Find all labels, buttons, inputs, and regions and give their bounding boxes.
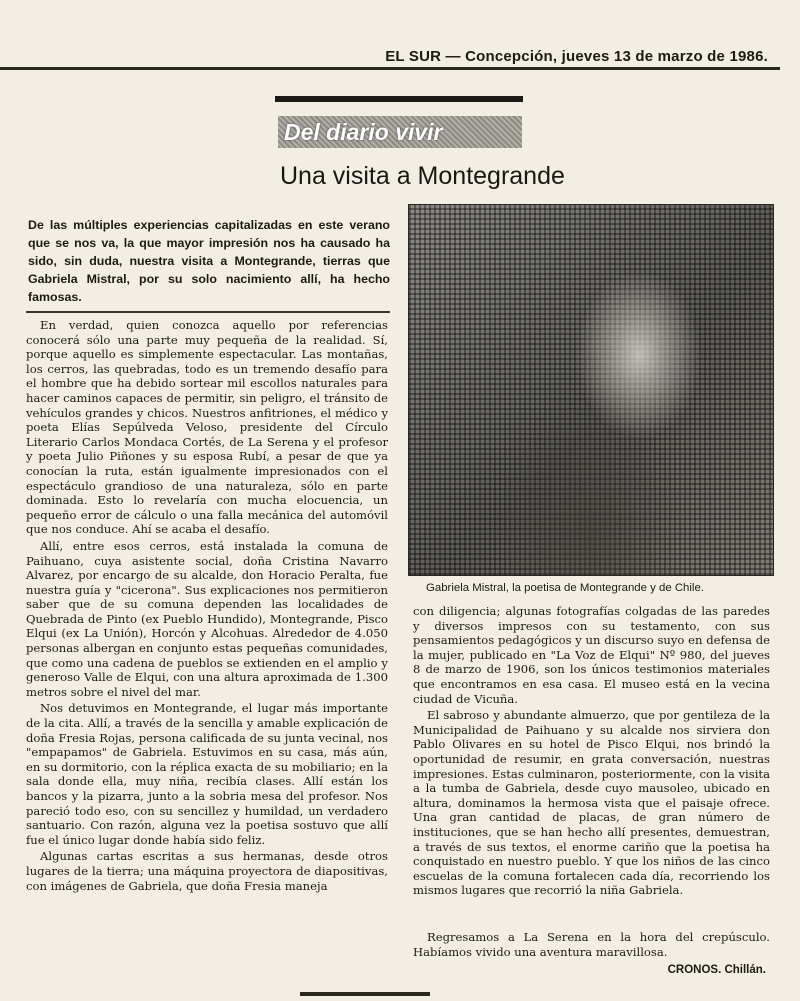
headline: Una visita a Montegrande [280,162,565,190]
section-kicker: Del diario vivir [278,116,522,148]
masthead [0,44,780,70]
lead-paragraph: De las múltiples experiencias capitalizadas en este verano que se nos va, la que mayor impresión nos ha causado ha sido, sin duda, nuestra visita a Montegrande, tierras que Gabriela Mistral, por su solo nacimiento allí, ha hecho famosas. [28,218,390,304]
photo-caption: Gabriela Mistral, la poetisa de Montegrande y de Chile. [426,582,704,594]
paragraph: con diligencia; algunas fotografías colgadas de las paredes y diversos impresos con su testamento, con sus pensamientos pedagógicos y un discurso suyo en defensa de la mujer, publicado en "La Voz de Elqui" Nº 980, del jueves 8 de marzo de 1906, son los únicos testimonios materiales que encontramos en esa casa. El museo está en la vecina ciudad de Vicuña. [413,604,770,706]
paragraph: Allí, entre esos cerros, está instalada la comuna de Paihuano, cuya asistente social, doña Cristina Navarro Alvarez, por encargo de su alcalde, don Horacio Peralta, fue nuestra guía y "cicerona". Sus explicaciones nos permitieron saber que de su comuna dependen las localidades de Quebrada de Pinto (ex Pueblo Hundido), Montegrande, Pisco Elqui (ex La Unión), Horcón y Alcohuas. Alrededor de 4.050 personas albergan en conjunto estas pequeñas comunidades, que como una cadena de pueblos se extienden en el amplio y generoso Valle de Elqui, con una altura aproximada de 1.300 metros sobre el nivel del mar. [26,538,388,699]
masthead-text: EL SUR — Concepción, jueves 13 de marzo de 1986. [385,48,768,65]
paragraph: Algunas cartas escritas a sus hermanas, desde otros lugares de la tierra; una máquina proyectora de diapositivas, con imágenes de Gabriela, que doña Fresia maneja [26,849,388,893]
paragraph: En verdad, quien conozca aquello por referencias conocerá sólo una parte muy pequeña de la realidad. Sí, porque aquello es simplemente espectacular. Las montañas, los cerros, las quebradas, todo es un tremendo desafío para el hombre que ha debido sortear mil escollos naturales para hacer caminos capaces de permitir, sin peligro, el tránsito de vehículos grandes y chicos. Nuestros anfitriones, el médico y poeta Elías Sepúlveda Veloso, presidente del Círculo Literario Carlos Mondaca Cortés, de La Serena y el profesor y poeta Julio Piñones y su esposa Rubí, a pesar de que ya conocían la ruta, están igualmente impresionados con el espectáculo grandioso de una naturaleza, sólo en parte dominada. Esto lo revelaría con mucha elocuencia, un pequeño error de cálculo o una falla mecánica del automóvil que nos conduce. Ahí se acaba el desafío. [26,318,388,537]
paragraph: Nos detuvimos en Montegrande, el lugar más importante de la cita. Allí, a través de la sencilla y amable explicación de doña Fresia Rojas, persona calificada de su junta vecinal, nos "empapamos" de Gabriela. Estuvimos en su casa, más aún, en su dormitorio, con la réplica exacta de su mobiliario; en la sala donde ella, muy niña, recibía clases. Allí están los bancos y la pizarra, junto a la sobria mesa del profesor. Nos pareció todo eso, con su sencillez y humildad, un verdadero santuario. Con razón, alguna vez la poetisa sostuvo que allí fue el único lugar donde había sido feliz. [26,701,388,847]
bottom-rule [300,992,430,996]
lead-divider [26,311,390,313]
closing-paragraph: Regresamos a La Serena en la hora del crepúsculo. Habíamos vivido una aventura maravillosa. [413,930,770,959]
paragraph: El sabroso y abundante almuerzo, que por gentileza de la Municipalidad de Paihuano y su alcalde nos sirviera don Pablo Olivares en su hotel de Pisco Elqui, nos brindó la oportunidad de resumir, en grata conversación, nuestras impresiones. Estas culminaron, posteriormente, con la visita a la tumba de Gabriela, desde cuyo mausoleo, ubicado en altura, dominamos la hermosa vista que el paisaje ofrece. Una gran cantidad de placas, de gran número de instituciones, que se han hecho allí presentes, demuestran, a través de sus textos, el enorme cariño que la poetisa ha conquistado en nuestro pueblo. Y que los niños de las cinco escuelas de la comuna fortalecen cada día, recorriendo los mismos lugares que recorrió la niña Gabriela. [413,708,770,898]
article-column-left [26,318,388,988]
header-rule [275,96,523,102]
portrait-photo [408,204,774,576]
article-column-right [413,604,770,924]
byline: CRONOS. Chillán. [667,964,766,976]
